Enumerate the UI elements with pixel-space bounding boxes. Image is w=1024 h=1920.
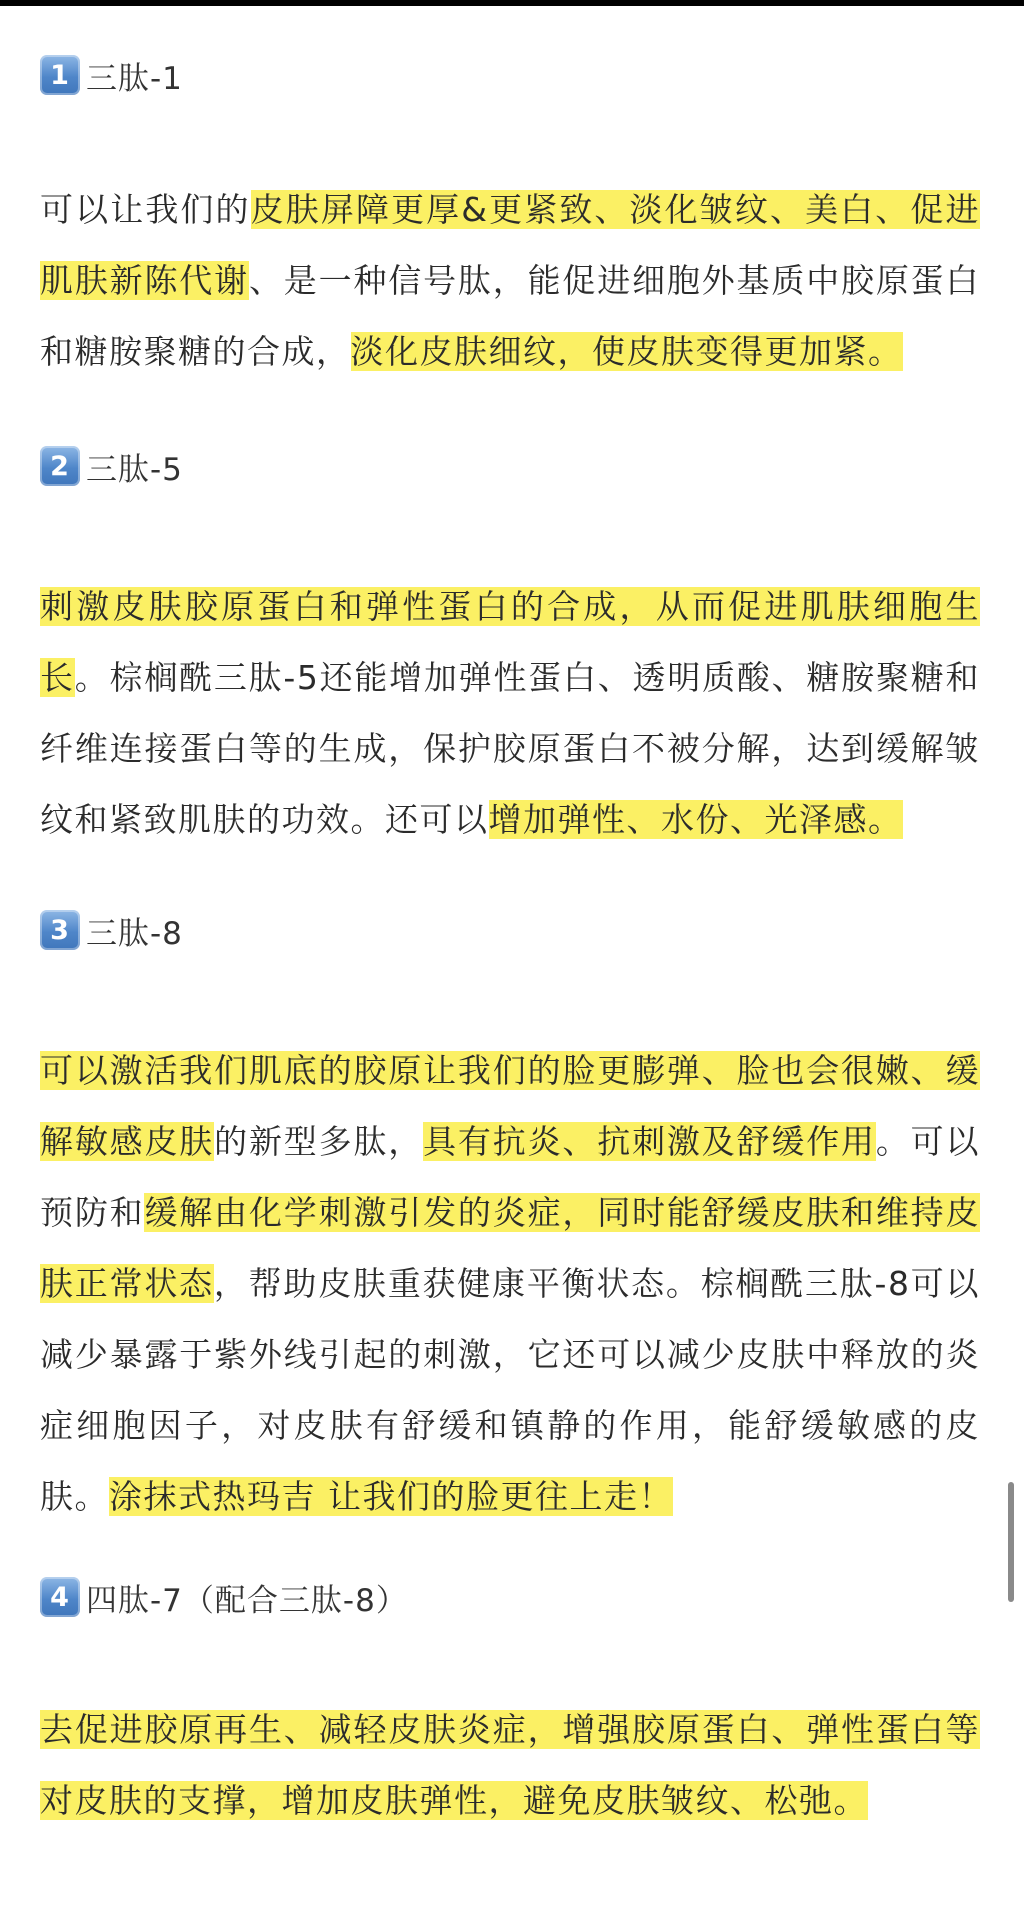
section-title: 三肽-5 xyxy=(86,451,183,488)
section-title: 三肽-8 xyxy=(86,915,183,952)
keycap-number-4-icon: 4 xyxy=(40,1577,80,1617)
section-paragraph-2 xyxy=(40,571,980,855)
highlighted-text: 皮肤屏障更厚&更紧致、淡化皱纹、美白、促进肌肤新陈代谢 xyxy=(40,190,981,300)
keycap-number-2-icon: 2 xyxy=(40,446,80,486)
article-body xyxy=(40,40,980,1836)
highlighted-text: 淡化皮肤细纹，使皮肤变得更加紧。 xyxy=(350,332,903,371)
section-paragraph-1 xyxy=(40,174,980,387)
section-paragraph-4 xyxy=(40,1694,980,1836)
top-edge-bar xyxy=(0,0,1024,6)
highlighted-text: 缓解由化学刺激引发的炎症，同时能舒缓皮肤和维持皮肤正常状态 xyxy=(40,1193,981,1303)
section-heading-2 xyxy=(40,431,980,501)
paragraph-text: 可以让我们的 xyxy=(40,190,251,229)
highlighted-text: 增加弹性、水份、光泽感。 xyxy=(488,800,903,839)
paragraph-text: 、是一种信号肽，能促进细胞外基质中胶原蛋白和糖胺聚糖的合成， xyxy=(40,261,981,371)
section-title: 四肽-7（配合三肽-8） xyxy=(86,1582,408,1619)
section-paragraph-3 xyxy=(40,1035,980,1532)
keycap-number-1-icon: 1 xyxy=(40,55,80,95)
vertical-scrollbar[interactable] xyxy=(1008,1482,1014,1602)
paragraph-text: 。可以预防和 xyxy=(40,1122,981,1232)
keycap-number-3-icon: 3 xyxy=(40,910,80,950)
highlighted-text: 涂抹式热玛吉 让我们的脸更往上走！ xyxy=(109,1477,673,1516)
paragraph-text: 。棕榈酰三肽-5还能增加弹性蛋白、透明质酸、糖胺聚糖和纤维连接蛋白等的生成，保护胶原蛋白不被分解，达到缓解皱纹和紧致肌肤的功效。还可以 xyxy=(40,658,981,839)
section-title: 三肽-1 xyxy=(86,60,183,97)
highlighted-text: 可以激活我们肌底的胶原让我们的脸更膨弹、脸也会很嫩、缓解敏感皮肤 xyxy=(40,1051,980,1161)
section-heading-4 xyxy=(40,1562,980,1632)
highlighted-text: 刺激皮肤胶原蛋白和弹性蛋白的合成，从而促进肌肤细胞生长 xyxy=(40,587,980,697)
paragraph-text: 的新型多肽， xyxy=(214,1122,424,1161)
section-heading-3 xyxy=(40,895,980,965)
highlighted-text: 去促进胶原再生、减轻皮肤炎症，增强胶原蛋白、弹性蛋白等对皮肤的支撑，增加皮肤弹性，避免皮肤皱纹、松弛。 xyxy=(40,1710,980,1820)
section-heading-1 xyxy=(40,40,980,110)
paragraph-text: ，帮助皮肤重获健康平衡状态。棕榈酰三肽-8可以减少暴露于紫外线引起的刺激，它还可以减少皮肤中释放的炎症细胞因子，对皮肤有舒缓和镇静的作用，能舒缓敏感的皮肤。 xyxy=(40,1264,981,1516)
highlighted-text: 具有抗炎、抗刺激及舒缓作用 xyxy=(423,1122,876,1161)
